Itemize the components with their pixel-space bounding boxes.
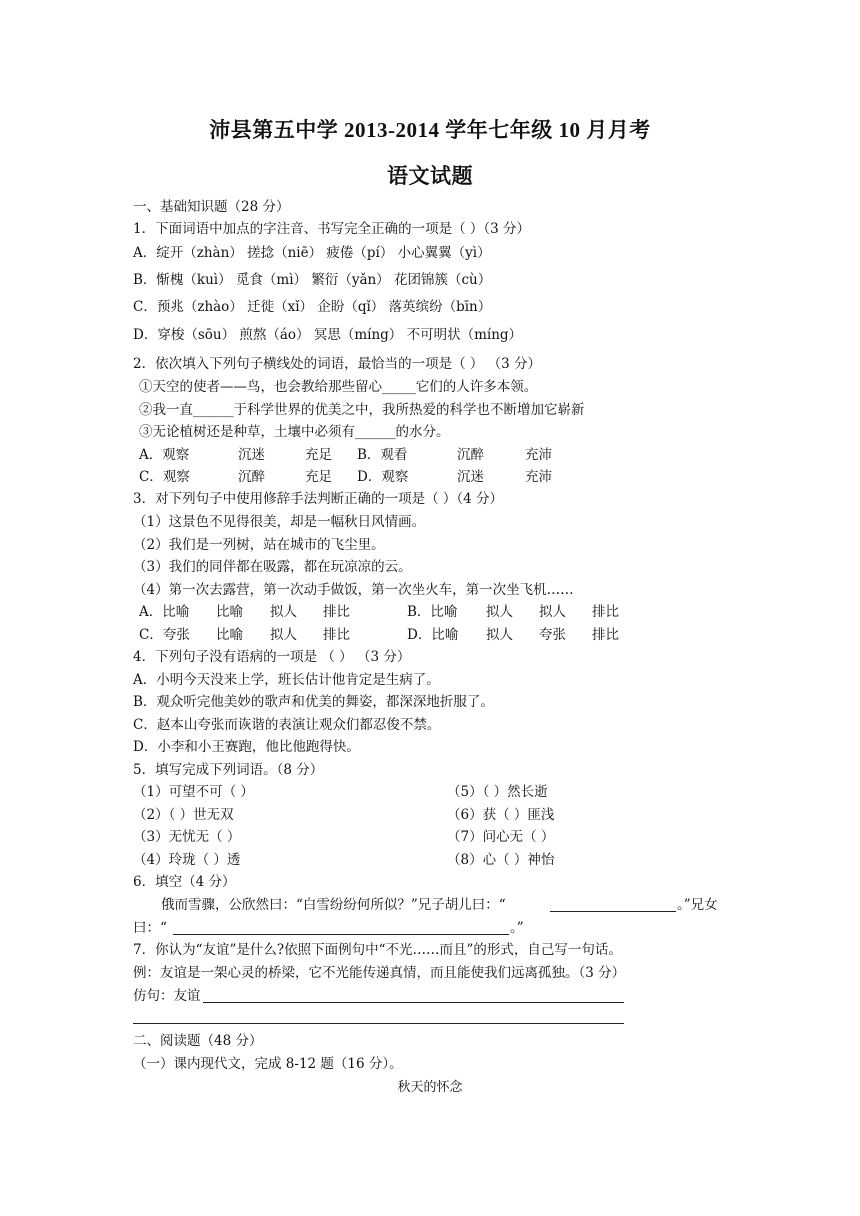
q5-item-8: （8）心（ ）神怡 bbox=[447, 852, 555, 868]
q3-sentence-2: （2）我们是一列树，站在城市的飞尘里。 bbox=[133, 537, 385, 553]
q4-option-d: D．小李和小王赛跑，他比他跑得快。 bbox=[133, 739, 360, 755]
q1-option-c: C．预兆（zhào） 迁徙（xǐ） 企盼（qǐ） 落英缤纷（bīn） bbox=[133, 299, 492, 315]
q3-b-1: B．比喻 bbox=[407, 604, 458, 620]
q3-d-3: 夸张 bbox=[539, 627, 566, 643]
part2-subsection: （一）课内现代文，完成 8-12 题（16 分）。 bbox=[133, 1056, 403, 1072]
q5-item-1: （1）可望不可（ ） bbox=[133, 784, 254, 800]
q3-c-3: 拟人 bbox=[270, 627, 297, 643]
q5-item-5: （5）（ ）然长逝 bbox=[447, 784, 548, 800]
q4-option-c: C．赵本山夸张而诙谐的表演让观众们都忍俊不禁。 bbox=[133, 717, 441, 733]
part1-heading: 一、基础知识题（28 分） bbox=[133, 199, 290, 215]
q3-a-4: 排比 bbox=[323, 604, 350, 620]
q1-option-d: D．穿梭（sōu） 煎熬（áo） 冥思（míng） 不可明状（míng） bbox=[133, 327, 523, 343]
q6-line1-end: 。”兄女 bbox=[677, 897, 718, 913]
q3-d-1: D．比喻 bbox=[407, 627, 459, 643]
q7-example: 例：友谊是一架心灵的桥梁，它不光能传递真情，而且能使我们远离孤独。（3 分） bbox=[133, 965, 626, 981]
q3-a-3: 拟人 bbox=[270, 604, 297, 620]
q7-imitate-label: 仿句：友谊 bbox=[133, 988, 201, 1004]
q5-item-7: （7）问心无（ ） bbox=[447, 829, 555, 845]
q3-b-2: 拟人 bbox=[486, 604, 513, 620]
q5-stem: 5．填写完成下列词语。（8 分） bbox=[133, 762, 324, 778]
q2-sentence-3: ③无论植树还是种草，土壤中必须有______的水分。 bbox=[139, 424, 450, 440]
article-title: 秋天的怀念 bbox=[397, 1080, 463, 1095]
q5-item-6: （6）获（ ）匪浅 bbox=[447, 807, 555, 823]
q2-a-1: A．观察 bbox=[139, 447, 190, 463]
q2-b-2: 沉醉 bbox=[457, 447, 484, 463]
q3-c-4: 排比 bbox=[323, 627, 350, 643]
q2-b-3: 充沛 bbox=[525, 447, 552, 463]
q1-option-b: B．惭槐（kuì） 觅食（mì） 繁衍（yǎn） 花团锦簇（cù） bbox=[133, 272, 492, 288]
q4-option-a: A．小明今天没来上学，班长估计他肯定是生病了。 bbox=[133, 672, 440, 688]
q2-a-2: 沉迷 bbox=[238, 447, 265, 463]
q5-item-3: （3）无忧无（ ） bbox=[133, 829, 241, 845]
q3-b-3: 拟人 bbox=[539, 604, 566, 620]
q2-b-1: B．观看 bbox=[357, 447, 408, 463]
q1-stem: 1．下面词语中加点的字注音、书写完全正确的一项是（ ）（3 分） bbox=[133, 221, 531, 237]
q7-answer-line-1[interactable] bbox=[203, 1002, 624, 1003]
q6-stem: 6．填空（4 分） bbox=[133, 874, 236, 890]
q3-a-2: 比喻 bbox=[216, 604, 243, 620]
q3-sentence-3: （3）我们的同伴都在吸露，都在玩凉凉的云。 bbox=[133, 559, 412, 575]
q3-d-2: 拟人 bbox=[486, 627, 513, 643]
q1-option-a: A．绽开（zhàn） 搓捻（niē） 疲倦（pí） 小心翼翼（yì） bbox=[133, 245, 491, 261]
q2-stem: 2．依次填入下列句子横线处的词语，最恰当的一项是（ ） （3 分） bbox=[133, 356, 542, 372]
q3-sentence-1: （1）这景色不见得很美，却是一幅秋日风情画。 bbox=[133, 514, 426, 530]
q3-b-4: 排比 bbox=[592, 604, 619, 620]
q3-stem: 3．对下列句子中使用修辞手法判断正确的一项是（ ）（4 分） bbox=[133, 491, 504, 507]
q2-c-1: C．观察 bbox=[139, 469, 190, 485]
q3-sentence-4: （4）第一次去露营，第一次动手做饭，第一次坐火车，第一次坐飞机…… bbox=[133, 582, 574, 598]
q4-stem: 4．下列句子没有语病的一项是 （ ） （3 分） bbox=[133, 649, 411, 665]
q4-option-b: B．观众听完他美妙的歌声和优美的舞姿，都深深地折服了。 bbox=[133, 694, 494, 710]
q2-c-2: 沉醉 bbox=[238, 469, 265, 485]
q2-d-2: 沉迷 bbox=[457, 469, 484, 485]
q3-c-1: C．夸张 bbox=[139, 627, 190, 643]
q3-c-2: 比喻 bbox=[216, 627, 243, 643]
q6-line2-end: 。” bbox=[510, 920, 524, 936]
q6-answer-blank-1[interactable] bbox=[550, 911, 676, 912]
q3-d-4: 排比 bbox=[592, 627, 619, 643]
q6-line2-text: 曰：“ bbox=[133, 920, 167, 936]
q5-item-4: （4）玲珑（ ）透 bbox=[133, 852, 241, 868]
q3-a-1: A．比喻 bbox=[139, 604, 190, 620]
q6-line1-text: 俄而雪骤，公欣然曰：“白雪纷纷何所似？”兄子胡儿曰：“ bbox=[161, 897, 506, 913]
q2-sentence-1: ①天空的使者——鸟，也会教给那些留心_____它们的人许多本领。 bbox=[139, 379, 538, 395]
part2-heading: 二、阅读题（48 分） bbox=[133, 1033, 263, 1049]
q7-answer-line-2[interactable] bbox=[133, 1023, 624, 1024]
exam-title: 沛县第五中学 2013-2014 学年七年级 10 月月考 bbox=[209, 118, 651, 142]
q2-sentence-2: ②我一直______于科学世界的优美之中，我所热爱的科学也不断增加它崭新 bbox=[139, 402, 585, 418]
q6-answer-blank-2[interactable] bbox=[173, 934, 509, 935]
q2-d-1: D．观察 bbox=[357, 469, 409, 485]
exam-subtitle: 语文试题 bbox=[387, 164, 473, 188]
q7-stem: 7．你认为“友谊”是什么?依照下面例句中“不光……而且”的形式，自己写一句话。 bbox=[133, 942, 622, 958]
q5-item-2: （2）（ ）世无双 bbox=[133, 807, 234, 823]
q2-d-3: 充沛 bbox=[525, 469, 552, 485]
q2-c-3: 充足 bbox=[305, 469, 332, 485]
q2-a-3: 充足 bbox=[305, 447, 332, 463]
